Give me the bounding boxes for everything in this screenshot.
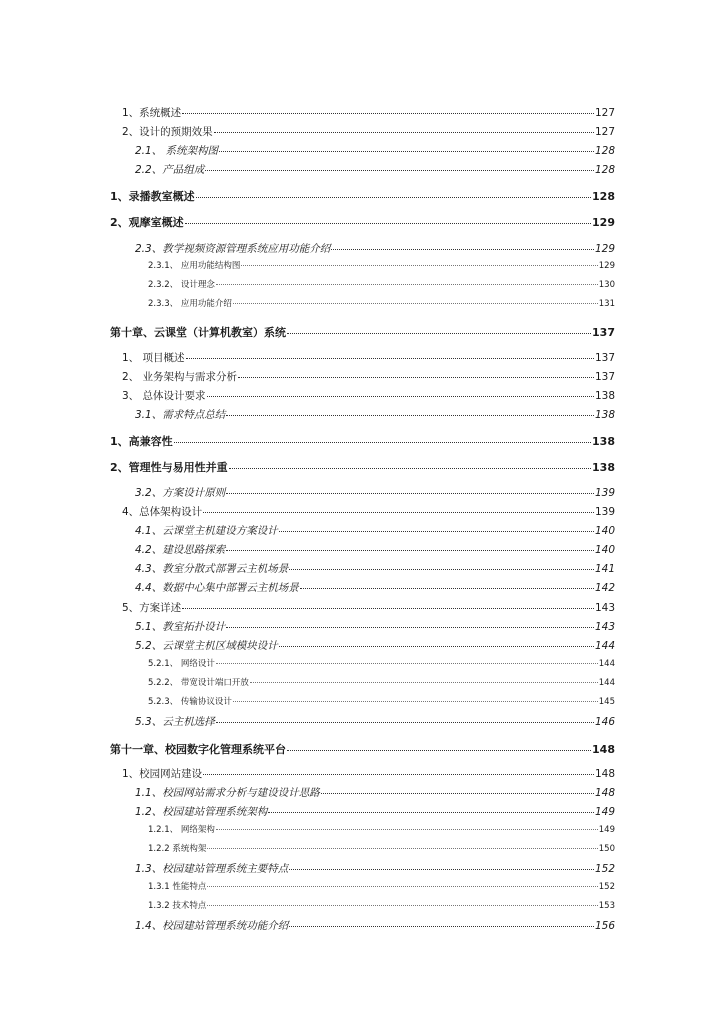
toc-entry[interactable] <box>110 188 615 204</box>
toc-page-number: 129 <box>594 243 615 255</box>
dot-leader <box>203 774 594 775</box>
toc-page-number: 137 <box>594 352 615 364</box>
toc-page-number: 128 <box>594 164 615 176</box>
toc-entry-title: 3、 总体设计要求 <box>122 390 206 402</box>
toc-entry[interactable] <box>135 861 615 876</box>
toc-page-number: 138 <box>594 409 615 421</box>
dot-leader <box>287 333 591 334</box>
toc-page-number: 127 <box>594 107 615 119</box>
toc-entry[interactable] <box>122 350 615 365</box>
toc-entry[interactable] <box>122 388 615 403</box>
toc-entry-title: 1.2、校园建站管理系统架构 <box>135 806 268 818</box>
dot-leader <box>185 223 591 224</box>
toc-entry-title: 1.2.1、 网络架构 <box>148 825 215 835</box>
dot-leader <box>219 151 594 152</box>
toc-entry-title: 4.4、数据中心集中部署云主机场景 <box>135 582 299 594</box>
toc-entry-title: 2.3.2、 设计理念 <box>148 280 215 290</box>
toc-page-number: 141 <box>594 563 615 575</box>
toc-entry[interactable] <box>148 899 615 911</box>
toc-page-number: 144 <box>594 640 615 652</box>
toc-entry-title: 4.3、教室分散式部署云主机场景 <box>135 563 289 575</box>
dot-leader <box>238 377 594 378</box>
toc-entry-title: 1、 项目概述 <box>122 352 185 364</box>
toc-entry[interactable] <box>135 785 615 800</box>
toc-entry[interactable] <box>122 504 615 519</box>
dot-leader <box>289 569 594 570</box>
dot-leader <box>205 170 594 171</box>
toc-page-number: 137 <box>592 326 615 339</box>
toc-entry-title: 5.2.2、 带宽设计端口开放 <box>148 678 249 688</box>
toc-page-number: 149 <box>598 825 615 835</box>
dot-leader <box>214 132 594 133</box>
toc-page-number: 137 <box>594 371 615 383</box>
toc-entry-title: 5.3、云主机选择 <box>135 716 215 728</box>
toc-entry[interactable] <box>110 433 615 449</box>
toc-entry[interactable] <box>148 695 615 707</box>
toc-entry-title: 1、高兼容性 <box>110 435 173 448</box>
toc-entry[interactable] <box>135 918 615 933</box>
toc-entry[interactable] <box>135 561 615 576</box>
toc-entry[interactable] <box>135 407 615 422</box>
dot-leader <box>241 265 597 266</box>
toc-entry-title: 2.1、 系统架构图 <box>135 145 219 157</box>
toc-entry-title: 5.2、云课堂主机区域模块设计 <box>135 640 278 652</box>
toc-entry-title: 2.3、教学视频资源管理系统应用功能介绍 <box>135 243 331 255</box>
toc-entry[interactable] <box>148 297 615 309</box>
toc-entry[interactable] <box>110 324 615 340</box>
toc-entry[interactable] <box>135 804 615 819</box>
toc-entry-title: 1.1、校园网站需求分析与建设设计思路 <box>135 787 320 799</box>
toc-entry[interactable] <box>122 105 615 120</box>
toc-entry[interactable] <box>110 741 615 757</box>
toc-entry-title: 5.2.1、 网络设计 <box>148 659 215 669</box>
toc-page-number: 156 <box>594 920 615 932</box>
dot-leader <box>174 442 591 443</box>
dot-leader <box>186 358 594 359</box>
toc-page-number: 138 <box>592 435 615 448</box>
dot-leader <box>226 415 594 416</box>
toc-entry[interactable] <box>122 369 615 384</box>
toc-entry-title: 1、系统概述 <box>122 107 182 119</box>
dot-leader <box>226 493 594 494</box>
toc-entry[interactable] <box>135 143 615 158</box>
toc-entry[interactable] <box>135 162 615 177</box>
toc-page-number: 143 <box>594 621 615 633</box>
dot-leader <box>300 588 594 589</box>
dot-leader <box>233 303 598 304</box>
toc-page-number: 129 <box>592 216 615 229</box>
toc-page-number: 139 <box>594 487 615 499</box>
dot-leader <box>268 812 594 813</box>
dot-leader <box>196 197 591 198</box>
toc-entry-title: 2、 业务架构与需求分析 <box>122 371 238 383</box>
toc-entry-title: 2、管理性与易用性并重 <box>110 461 228 474</box>
dot-leader <box>289 926 594 927</box>
toc-page-number: 150 <box>598 844 615 854</box>
toc-page-number: 152 <box>594 863 615 875</box>
dot-leader <box>216 284 598 285</box>
toc-entry-title: 1、校园网站建设 <box>122 768 203 780</box>
toc-page-number: 144 <box>598 678 615 688</box>
toc-entry[interactable] <box>148 657 615 669</box>
toc-entry-title: 1.4、校园建站管理系统功能介绍 <box>135 920 289 932</box>
toc-entry-title: 3.2、方案设计原则 <box>135 487 226 499</box>
toc-entry[interactable] <box>122 124 615 139</box>
dot-leader <box>229 468 591 469</box>
toc-entry[interactable] <box>135 241 615 256</box>
dot-leader <box>182 608 594 609</box>
dot-leader <box>287 750 591 751</box>
dot-leader <box>331 249 594 250</box>
toc-page-number: 138 <box>594 390 615 402</box>
toc-page-number: 148 <box>592 743 615 756</box>
toc-entry[interactable] <box>135 542 615 557</box>
toc-entry-title: 4、总体架构设计 <box>122 506 203 518</box>
dot-leader <box>207 396 594 397</box>
dot-leader <box>216 829 598 830</box>
toc-entry[interactable] <box>110 214 615 230</box>
toc-entry-title: 4.2、建设思路探索 <box>135 544 226 556</box>
dot-leader <box>207 905 597 906</box>
toc-page-number: 153 <box>598 901 615 911</box>
dot-leader <box>216 722 594 723</box>
toc-entry-title: 3.1、需求特点总结 <box>135 409 226 421</box>
toc-entry[interactable] <box>135 619 615 634</box>
toc-entry-title: 2.3.1、 应用功能结构图 <box>148 261 241 271</box>
toc-page-number: 148 <box>594 787 615 799</box>
toc-entry-title: 1、录播教室概述 <box>110 190 195 203</box>
dot-leader <box>226 627 594 628</box>
toc-page-number: 127 <box>594 126 615 138</box>
dot-leader <box>289 869 594 870</box>
dot-leader <box>216 663 598 664</box>
toc-entry[interactable] <box>148 823 615 835</box>
toc-page-number: 139 <box>594 506 615 518</box>
toc-entry-title: 2、观摩室概述 <box>110 216 184 229</box>
toc-entry-title: 第十一章、校园数字化管理系统平台 <box>110 743 286 756</box>
toc-entry-title: 第十章、云课堂（计算机教室）系统 <box>110 326 286 339</box>
toc-entry[interactable] <box>148 278 615 290</box>
dot-leader <box>233 701 598 702</box>
toc-page-number: 128 <box>594 145 615 157</box>
toc-page-number: 142 <box>594 582 615 594</box>
toc-entry[interactable] <box>148 880 615 892</box>
toc-page-number: 130 <box>598 280 615 290</box>
toc-page-number: 149 <box>594 806 615 818</box>
dot-leader <box>207 848 597 849</box>
toc-entry[interactable] <box>148 259 615 271</box>
dot-leader <box>226 550 594 551</box>
toc-page-number: 146 <box>594 716 615 728</box>
toc-page-number: 128 <box>592 190 615 203</box>
dot-leader <box>207 886 597 887</box>
toc-entry[interactable] <box>110 459 615 475</box>
toc-entry-title: 5.2.3、 传输协议设计 <box>148 697 232 707</box>
toc-entry[interactable] <box>148 842 615 854</box>
toc-page-number: 140 <box>594 544 615 556</box>
toc-page-number: 152 <box>598 882 615 892</box>
toc-entry-title: 2.2、产品组成 <box>135 164 205 176</box>
toc-entry[interactable] <box>122 600 615 615</box>
toc-entry-title: 1.3、校园建站管理系统主要特点 <box>135 863 289 875</box>
toc-entry-title: 1.3.1 性能特点 <box>148 882 207 892</box>
toc-page-number: 143 <box>594 602 615 614</box>
toc-entry-title: 1.3.2 技术特点 <box>148 901 207 911</box>
toc-entry-title: 1.2.2 系统构架 <box>148 844 207 854</box>
dot-leader <box>279 646 594 647</box>
toc-entry[interactable] <box>135 714 615 729</box>
toc-entry-title: 4.1、云课堂主机建设方案设计 <box>135 525 278 537</box>
toc-entry-title: 5、方案详述 <box>122 602 182 614</box>
toc-entry-title: 5.1、教室拓扑设计 <box>135 621 226 633</box>
toc-page-number: 140 <box>594 525 615 537</box>
dot-leader <box>321 793 594 794</box>
toc-entry-title: 2、设计的预期效果 <box>122 126 213 138</box>
toc-page-number: 138 <box>592 461 615 474</box>
toc-entry-title: 2.3.3、 应用功能介绍 <box>148 299 232 309</box>
toc-entry[interactable] <box>148 676 615 688</box>
toc-page-number: 129 <box>598 261 615 271</box>
toc-entry[interactable] <box>122 766 615 781</box>
dot-leader <box>203 512 594 513</box>
dot-leader <box>279 531 594 532</box>
toc-entry[interactable] <box>135 638 615 653</box>
toc-entry[interactable] <box>135 580 615 595</box>
toc-page-number: 148 <box>594 768 615 780</box>
toc-page-number: 144 <box>598 659 615 669</box>
toc-entry[interactable] <box>135 523 615 538</box>
dot-leader <box>250 682 598 683</box>
toc-entry[interactable] <box>135 485 615 500</box>
toc-page-number: 131 <box>598 299 615 309</box>
dot-leader <box>182 113 594 114</box>
toc-page-number: 145 <box>598 697 615 707</box>
